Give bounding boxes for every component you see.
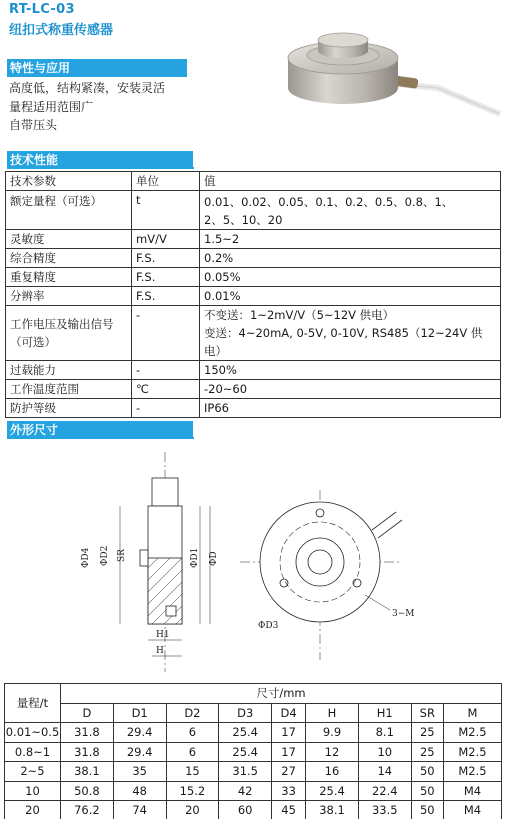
feature-item: 量程适用范围广 [9,99,94,114]
column-header: D [61,703,114,723]
param-cell [6,306,132,361]
table-row [5,684,502,704]
value-cell: 0.05% [200,268,501,287]
features-heading: 特性与应用 [7,59,187,77]
value-cell: 1.5~2 [200,230,501,249]
table-cell: 38.1 [306,801,359,819]
table-cell: 48 [113,781,166,801]
column-header: 值 [200,172,501,191]
label-d1: ΦD1 [190,547,200,568]
column-header: D4 [272,703,306,723]
table-row [6,399,501,418]
label-d3: ΦD3 [258,621,279,631]
value-cell: 0.01% [200,287,501,306]
table-cell: 17 [272,723,306,743]
table-cell: 31.8 [61,723,114,743]
value-cell: 150% [200,361,501,380]
table-cell: 20 [166,801,219,819]
table-cell: 2~5 [5,762,61,782]
table-row [6,380,501,399]
table-cell: M2.5 [443,762,501,782]
unit-cell: mV/V [132,230,200,249]
label-sr: SR [117,549,127,562]
label-d: ΦD [209,551,219,566]
param-cell: 过载能力 [6,361,132,380]
param-cell: 工作温度范围 [6,380,132,399]
table-cell: 0.8~1 [5,742,61,762]
top-view [240,490,414,660]
table-row [6,287,501,306]
table-cell: 27 [272,762,306,782]
table-row [5,762,502,782]
param-line: （可选） [10,335,56,349]
table-row [5,703,502,723]
table-cell: 33.5 [358,801,411,819]
param-cell: 灵敏度 [6,230,132,249]
table-cell: 33 [272,781,306,801]
table-cell: 15 [166,762,219,782]
product-photo [278,18,503,128]
dimension-drawing [60,450,440,680]
feature-item: 自带压头 [9,118,58,132]
column-header: 量程/t [5,684,61,723]
table-row [6,268,501,287]
table-row [6,249,501,268]
label-holes: 3−M [392,609,415,619]
dimensions-divider [7,437,194,439]
product-model: RT-LC-03 [9,2,75,17]
table-cell: 22.4 [358,781,411,801]
unit-cell: - [132,361,200,380]
value-cell: -20~60 [200,380,501,399]
spec-table [5,171,501,418]
table-cell: 25.4 [219,742,272,762]
table-cell: 31.8 [61,742,114,762]
table-cell: 25 [411,742,443,762]
table-cell: 50 [411,762,443,782]
table-cell: 60 [219,801,272,819]
column-group-header: 尺寸/mm [61,684,502,704]
column-header: D1 [113,703,166,723]
value-line: 2、5、10、20 [204,213,283,227]
table-cell: 10 [358,742,411,762]
table-cell: 20 [5,801,61,819]
table-cell: 15.2 [166,781,219,801]
table-row [5,801,502,819]
table-cell: 25.4 [306,781,359,801]
table-cell: 10 [5,781,61,801]
table-cell: 50.8 [61,781,114,801]
table-cell: M2.5 [443,742,501,762]
param-cell: 分辨率 [6,287,132,306]
param-cell: 重复精度 [6,268,132,287]
value-cell [200,306,501,361]
table-cell: 76.2 [61,801,114,819]
table-cell: 6 [166,723,219,743]
table-cell: 6 [166,742,219,762]
table-cell: 25 [411,723,443,743]
column-header: 技术参数 [6,172,132,191]
table-row [6,306,501,361]
table-row [5,723,502,743]
dimensions-table [4,683,502,819]
unit-cell: t [132,191,200,230]
table-cell: 16 [306,762,359,782]
table-cell: 14 [358,762,411,782]
value-cell: 0.2% [200,249,501,268]
column-header: 单位 [132,172,200,191]
column-header: SR [411,703,443,723]
table-row [6,172,501,191]
unit-cell: - [132,306,200,361]
table-cell: 45 [272,801,306,819]
column-header: D3 [219,703,272,723]
table-row [5,742,502,762]
value-cell [200,191,501,230]
table-cell: 29.4 [113,723,166,743]
table-cell: 12 [306,742,359,762]
column-header: H1 [358,703,411,723]
table-cell: 8.1 [358,723,411,743]
unit-cell: F.S. [132,287,200,306]
table-row [6,191,501,230]
table-row [5,781,502,801]
table-cell: 0.01~0.5 [5,723,61,743]
label-d4: ΦD4 [81,547,91,568]
column-header: H [306,703,359,723]
column-header: M [443,703,501,723]
table-cell: 42 [219,781,272,801]
unit-cell: F.S. [132,268,200,287]
unit-cell: F.S. [132,249,200,268]
product-name: 纽扣式称重传感器 [9,23,114,38]
specs-heading: 技术性能 [7,151,193,169]
value-cell: IP66 [200,399,501,418]
table-cell: M4 [443,801,501,819]
specs-divider [7,167,194,169]
table-cell: 25.4 [219,723,272,743]
dimensions-heading: 外形尺寸 [7,421,193,439]
unit-cell: ℃ [132,380,200,399]
feature-item: 高度低，结构紧凑，安装灵活 [9,81,166,95]
table-cell: 9.9 [306,723,359,743]
unit-cell: - [132,399,200,418]
value-line: 变送：4~20mA, 0-5V, 0-10V, RS485（12~24V 供电） [204,326,483,358]
param-line: 工作电压及输出信号 [10,317,114,331]
table-cell: 74 [113,801,166,819]
table-cell: 35 [113,762,166,782]
label-d2: ΦD2 [100,545,110,566]
table-cell: 29.4 [113,742,166,762]
table-cell: 50 [411,801,443,819]
column-header: D2 [166,703,219,723]
table-cell: 31.5 [219,762,272,782]
table-cell: M4 [443,781,501,801]
param-cell: 额定量程（可选） [6,191,132,230]
label-h: H [156,646,164,656]
param-cell: 综合精度 [6,249,132,268]
features-list [9,79,165,135]
param-cell: 防护等级 [6,399,132,418]
table-cell: 38.1 [61,762,114,782]
table-cell: 17 [272,742,306,762]
table-row [6,230,501,249]
table-cell: 50 [411,781,443,801]
side-view [81,452,219,672]
label-h1: H1 [156,630,170,640]
table-cell: M2.5 [443,723,501,743]
value-line: 0.01、0.02、0.05、0.1、0.2、0.5、0.8、1、 [204,195,454,209]
value-line: 不变送：1~2mV/V（5~12V 供电） [204,308,395,322]
table-row [6,361,501,380]
